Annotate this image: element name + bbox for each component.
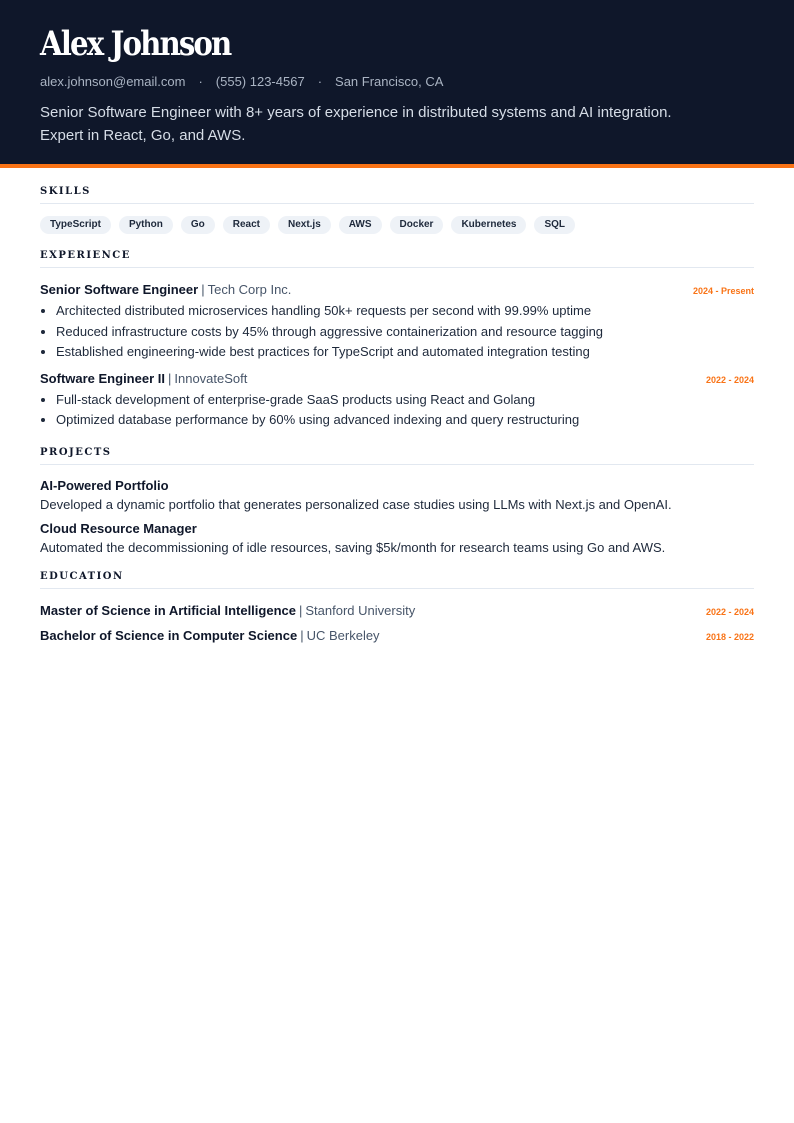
candidate-name: Alex Johnson [40,24,231,64]
section-title-experience: EXPERIENCE [40,250,754,268]
experience-entry-header [40,371,754,386]
contact-location: San Francisco, CA [335,73,444,89]
job-dates: 2022 - 2024 [705,374,754,385]
bullet-item: • Established engineering-wide best practices for TypeScript and automated integration testing [56,342,754,363]
experience-entry [40,371,754,431]
school-name: Stanford University [305,602,416,618]
job-bullets [40,301,754,363]
experience-entry [40,282,754,363]
contact-email[interactable]: alex.johnson@email.com [40,73,186,89]
divider: | [300,627,304,643]
contact-separator: · [317,73,323,89]
education-entry [40,628,754,643]
skill-tag: Kubernetes [451,216,526,234]
education-entry [40,603,754,618]
degree-name: Bachelor of Science in Computer Science [40,627,298,643]
education-dates: 2022 - 2024 [705,606,754,617]
skill-tag: Go [181,216,215,234]
education-dates: 2018 - 2022 [705,631,754,642]
section-title-skills: SKILLS [40,186,754,204]
company-name: Tech Corp Inc. [207,282,292,297]
skill-tag: TypeScript [40,216,111,234]
experience-entry-header [40,282,754,297]
contact-line [40,73,754,89]
skill-tag: AWS [339,216,382,234]
resume-header [0,0,794,168]
degree-name: Master of Science in Artificial Intelligence [40,602,296,618]
job-title: Senior Software Engineer [40,282,199,297]
skill-tag: Python [119,216,173,234]
skill-tags [40,216,754,234]
bullet-item: • Optimized database performance by 60% using advanced indexing and query restructuring [56,410,754,431]
project-description: Automated the decommissioning of idle resources, saving $5k/month for research teams using Go and AWS. [40,539,666,555]
company-name: InnovateSoft [174,370,248,386]
bullet-item: • Reduced infrastructure costs by 45% through aggressive containerization and resource tagging [56,322,754,343]
skill-tag: Next.js [278,216,331,234]
divider: | [167,370,172,386]
bullet-item: • Full-stack development of enterprise-grade SaaS products using React and Golang [56,390,754,411]
job-dates: 2024 - Present [692,286,754,296]
project-name: AI-Powered Portfolio [40,477,169,493]
section-title-education: EDUCATION [40,571,754,589]
projects-section [40,447,754,555]
job-bullets [40,390,754,431]
skill-tag: SQL [534,216,575,234]
contact-phone[interactable]: (555) 123-4567 [215,73,305,89]
skill-tag: Docker [390,216,444,234]
project-entry [40,521,754,555]
section-title-projects: PROJECTS [40,447,754,465]
project-name: Cloud Resource Manager [40,520,197,536]
professional-summary: Senior Software Engineer with 8+ years of experience in distributed systems and AI integration. Expert in React, Go, and AWS. [40,104,672,144]
bullet-item: • Architected distributed microservices handling 50k+ requests per second with 99.99% uptime [56,301,754,322]
education-section [40,571,754,643]
divider: | [298,602,303,618]
school-name: UC Berkeley [306,627,380,643]
project-entry [40,478,754,512]
skills-section [40,186,754,234]
experience-section [40,250,754,431]
divider: | [201,282,205,297]
resume-body [0,186,794,643]
project-description: Developed a dynamic portfolio that generates personalized case studies using LLMs with Next.js and OpenAI. [40,496,672,512]
job-title: Software Engineer II [40,370,165,386]
contact-separator: · [198,73,203,89]
skill-tag: React [223,216,270,234]
